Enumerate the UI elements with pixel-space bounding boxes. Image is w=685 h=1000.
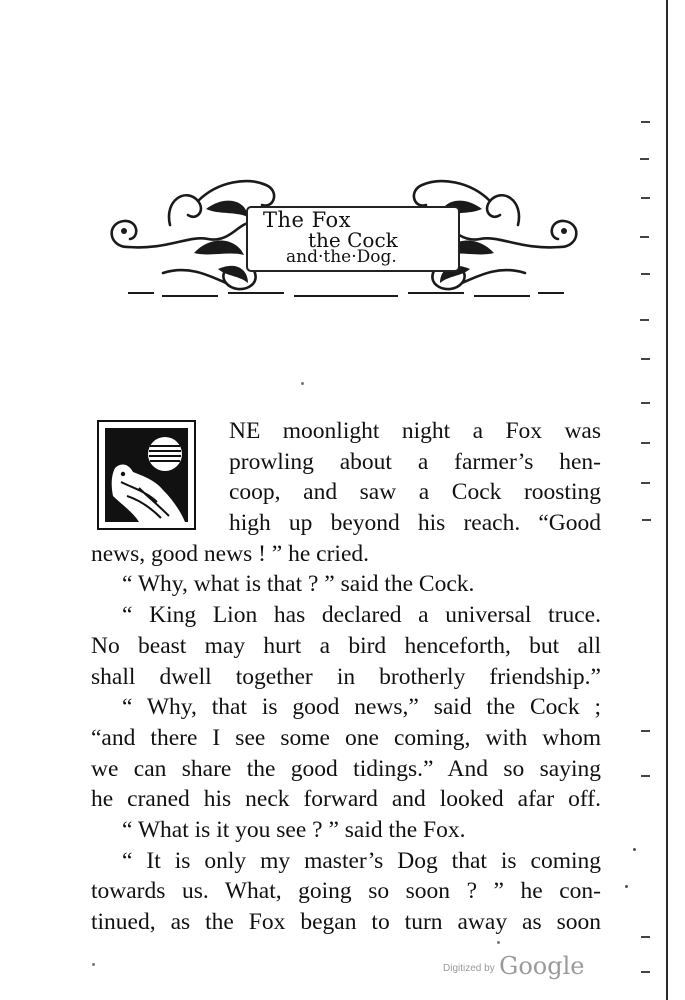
text-line: “ It is only my master’s Dog that is coming: [122, 847, 601, 874]
title-line-3: and·the·Dog.: [286, 247, 397, 267]
title-line-2: the Cock: [308, 228, 398, 252]
edge-mark: [640, 319, 649, 321]
text-line: “ King Lion has declared a universal truce.: [122, 602, 601, 629]
edge-mark: [641, 121, 650, 123]
edge-dot: [633, 848, 636, 851]
edge-mark: [641, 482, 650, 484]
edge-dot: [625, 885, 628, 888]
edge-mark: [641, 971, 650, 973]
text-line: towards us. What, going so soon ? ” he con-: [91, 878, 601, 905]
text-line: he craned his neck forward and looked afar off.: [91, 786, 601, 813]
edge-mark: [641, 936, 650, 938]
page-edge-rule: [666, 0, 668, 1000]
edge-mark: [641, 197, 650, 199]
edge-mark: [641, 730, 650, 732]
text-line: high up beyond his reach. “Good: [229, 510, 601, 537]
text-line: “ Why, that is good news,” said the Cock ;: [122, 694, 601, 721]
text-line: coop, and saw a Cock roosting: [229, 479, 601, 506]
title-cartouche: [246, 206, 460, 272]
edge-mark: [641, 402, 650, 404]
page-speck: [497, 941, 500, 944]
text-line: prowling about a farmer’s hen-: [229, 448, 601, 475]
fable-text: [91, 416, 601, 938]
text-line: “ Why, what is that ? ” said the Cock.: [122, 571, 475, 598]
edge-mark: [640, 158, 649, 160]
text-line: No beast may hurt a bird henceforth, but all: [91, 632, 601, 659]
text-line: tinued, as the Fox began to turn away as soon: [91, 909, 601, 935]
google-wordmark: Google: [499, 952, 585, 980]
text-line: NE moonlight night a Fox was: [229, 418, 601, 444]
text-line: “ What is it you see ? ” said the Fox.: [122, 816, 466, 843]
text-line: we can share the good tidings.” And so saying: [91, 755, 601, 782]
text-line: “and there I see some one coming, with whom: [91, 724, 601, 751]
edge-mark: [641, 775, 650, 777]
text-line: news, good news ! ” he cried.: [91, 540, 369, 567]
edge-mark: [641, 442, 650, 444]
edge-mark: [641, 273, 650, 275]
digitized-label: Digitized by: [443, 963, 495, 974]
drop-cap-letter: O: [59, 382, 60, 383]
edge-mark: [641, 358, 650, 360]
edge-mark: [642, 519, 651, 521]
edge-mark: [640, 236, 649, 238]
digitized-by-google: [443, 952, 584, 980]
title-line-1: The Fox: [263, 208, 352, 232]
page-speck: [92, 963, 95, 966]
page-speck: [301, 382, 304, 385]
text-line: shall dwell together in brotherly friendship.”: [91, 663, 601, 690]
